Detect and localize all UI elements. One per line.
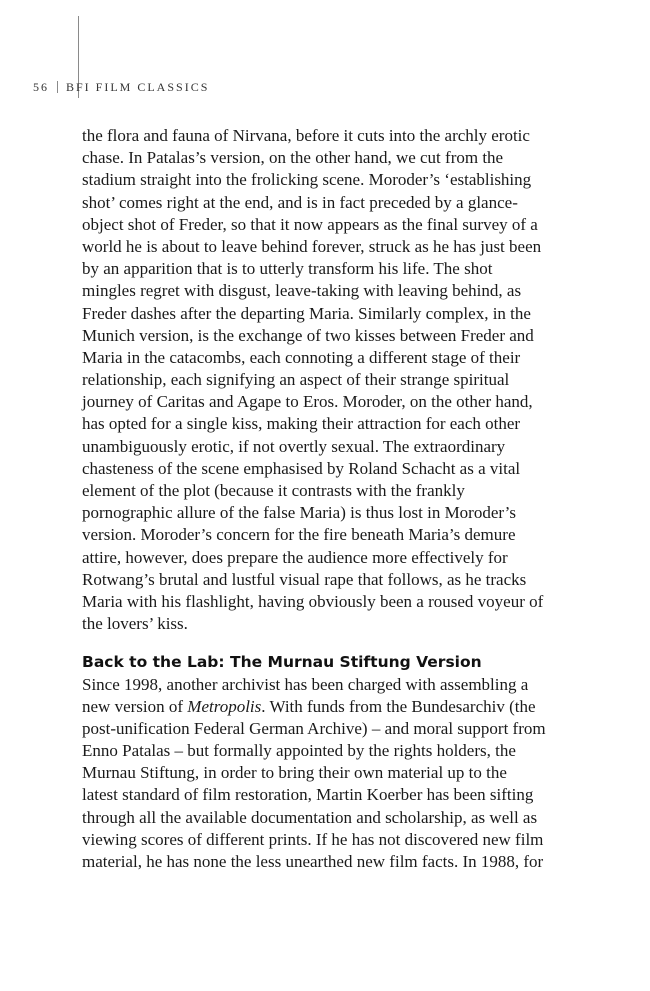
text-line: mingles regret with disgust, leave-taking with leaving behind, as [82,281,522,301]
paragraph-1 [82,125,572,635]
text-line: relationship, each signifying an aspect of their strange spiritual [82,370,510,390]
text-line: Enno Patalas – but formally appointed by the rights holders, the [82,741,516,761]
text-line: through all the available documentation and scholarship, as well as [82,807,538,827]
film-title: Metropolis [187,696,262,716]
text-line: Munich version, is the exchange of two kisses between Freder and [82,325,534,345]
text-line: chasteness of the scene emphasised by Roland Schacht as a vital [82,458,521,478]
series-title: BFI FILM CLASSICS [66,80,210,94]
text-line [82,696,572,718]
text-line: version. Moroder’s concern for the fire beneath Maria’s demure [82,525,516,545]
text-run: new version of [82,696,188,716]
text-line: attire, however, does prepare the audience more effectively for [82,547,508,567]
paragraph-gap [82,635,572,651]
text-line: world he is about to leave behind forever, struck as he has just been [82,236,542,256]
text-line: post-unification Federal German Archive) – and moral support from [82,718,546,738]
text-line: stadium straight into the frolicking scene. Moroder’s ‘establishing [82,170,532,190]
text-line: object shot of Freder, so that it now appears as the final survey of a [82,214,538,234]
text-line: Rotwang’s brutal and lustful visual rape that follows, as he tracks [82,569,527,589]
text-line: viewing scores of different prints. If he has not discovered new film [82,829,544,849]
running-head-separator [57,81,58,93]
text-line: material, he has none the less unearthed new film facts. In 1988, for [82,852,544,871]
text-line: has opted for a single kiss, making their attraction for each other [82,414,521,434]
text-line: Maria in the catacombs, each connoting a different stage of their [82,347,521,367]
text-line: pornographic allure of the false Maria) is thus lost in Moroder’s [82,503,517,523]
body-text [82,125,572,873]
text-run: . With funds from the Bundesarchiv (the [261,696,536,716]
page-number: 56 [33,80,49,94]
text-line: Murnau Stiftung, in order to bring their own material up to the [82,763,507,783]
running-head [33,80,209,95]
text-line: Freder dashes after the departing Maria. Similarly complex, in the [82,303,531,323]
section-heading: Back to the Lab: The Murnau Stiftung Version [82,653,482,672]
text-line: the lovers’ kiss. [82,614,188,634]
text-line: Since 1998, another archivist has been charged with assembling a [82,674,529,694]
text-line: shot’ comes right at the end, and is in fact preceded by a glance- [82,192,518,212]
paragraph-2 [82,674,572,874]
text-line: Maria with his flashlight, having obviously been a roused voyeur of [82,591,544,611]
text-line: latest standard of film restoration, Martin Koerber has been sifting [82,785,534,805]
text-line: unambiguously erotic, if not overtly sexual. The extraordinary [82,436,506,456]
text-line: by an apparition that is to utterly transform his life. The shot [82,259,493,279]
text-line: journey of Caritas and Agape to Eros. Moroder, on the other hand, [82,392,533,412]
text-line: element of the plot (because it contrasts with the frankly [82,481,465,500]
text-line: the flora and fauna of Nirvana, before it cuts into the archly erotic [82,126,530,145]
text-line: chase. In Patalas’s version, on the other hand, we cut from the [82,148,504,168]
